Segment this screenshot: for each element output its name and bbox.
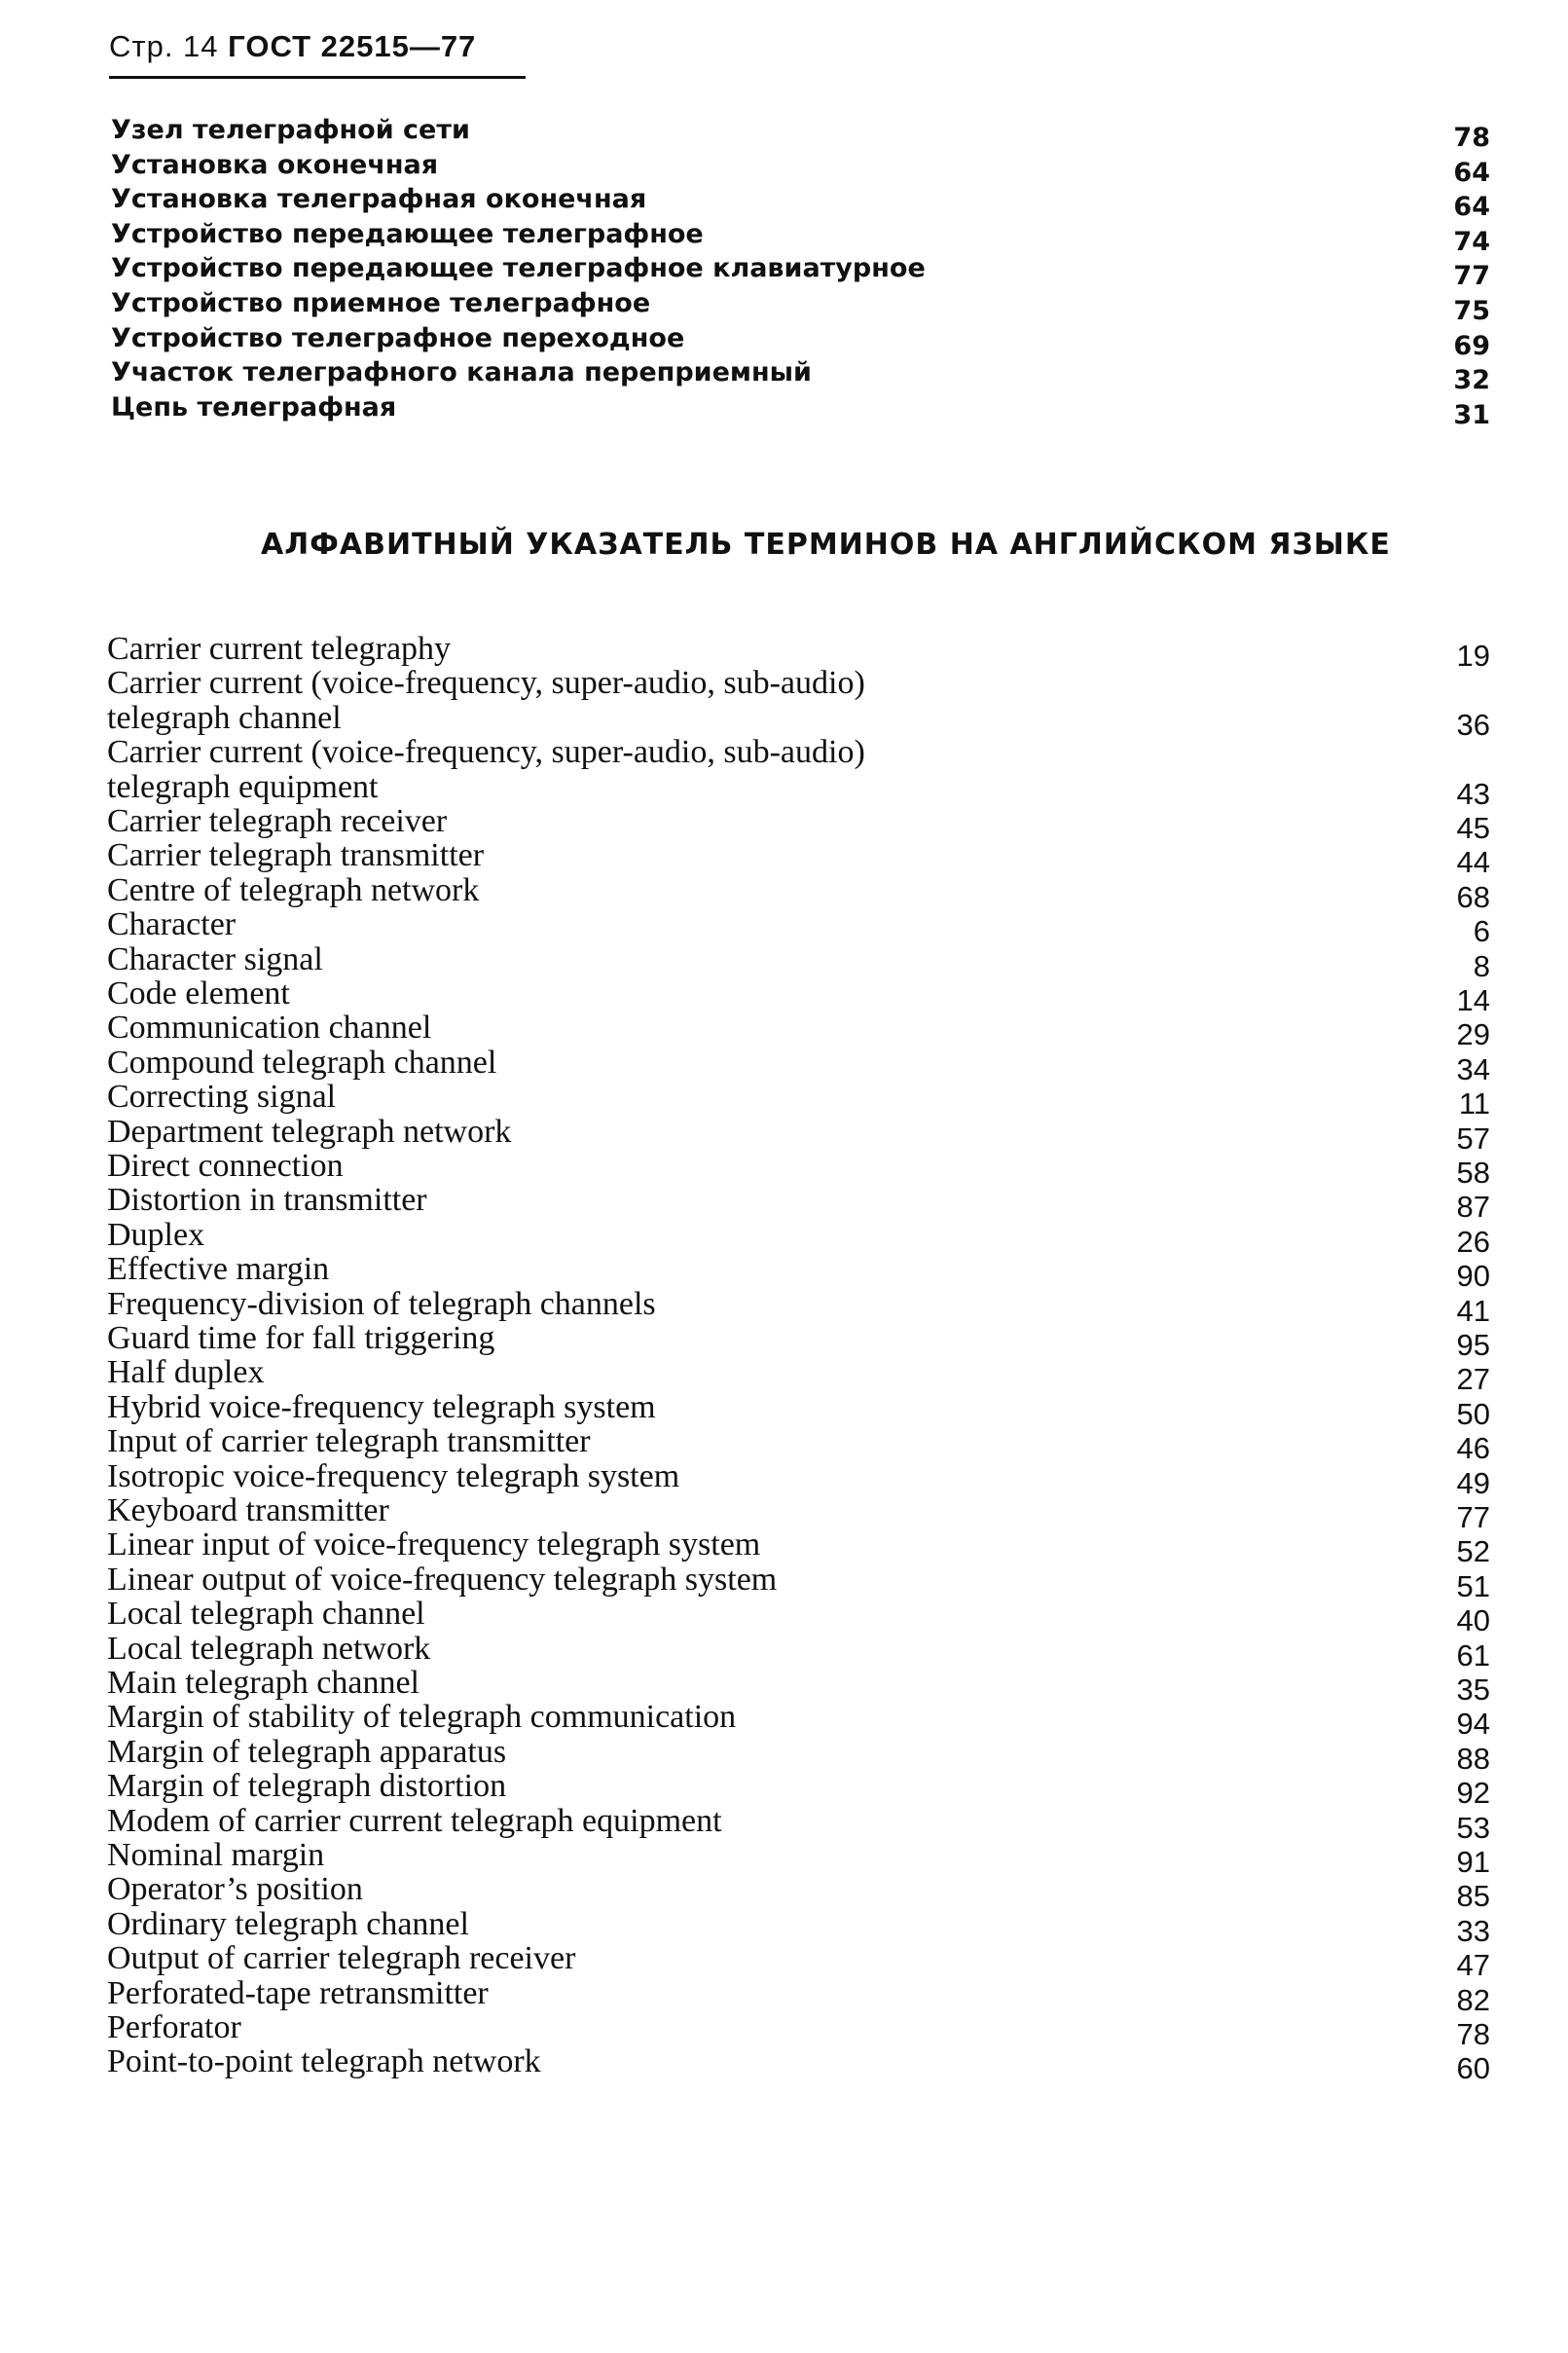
index-entry (0, 940, 1568, 983)
index-page-number: 78 (1453, 123, 1490, 153)
index-page-number: 49 (1456, 1465, 1490, 1500)
index-term: Frequency-division of telegraph channels (107, 1285, 656, 1322)
index-term: Устройство приемное телеграфное (111, 288, 651, 318)
index-term: Margin of stability of telegraph communication (107, 1699, 737, 1736)
index-term: Установка оконечная (111, 149, 439, 180)
index-term: telegraph equipment (107, 768, 379, 805)
index-page-number: 77 (1456, 1500, 1490, 1534)
index-entry (0, 1768, 1568, 1811)
index-term: Устройство телеграфное переходное (111, 322, 685, 353)
index-page-number: 91 (1456, 1845, 1490, 1879)
index-entry (0, 871, 1568, 914)
index-term: Department telegraph network (107, 1113, 512, 1150)
index-term: Code element (107, 975, 290, 1011)
index-entry (0, 975, 1568, 1017)
index-page-number: 29 (1456, 1017, 1490, 1052)
index-page-number: 87 (1456, 1190, 1490, 1225)
index-entry (0, 837, 1568, 880)
index-term: Operator’s position (107, 1871, 363, 1908)
index-term: Margin of telegraph distortion (107, 1768, 507, 1805)
index-term: Input of carrier telegraph transmitter (107, 1423, 591, 1460)
index-entry (0, 1457, 1568, 1500)
index-entry (0, 1871, 1568, 1914)
index-entry (0, 1561, 1568, 1603)
index-page-number: 35 (1456, 1673, 1490, 1707)
index-page-number: 78 (1456, 2017, 1490, 2051)
index-term: Цепь телеграфная (111, 391, 397, 423)
index-term: Compound telegraph channel (107, 1044, 497, 1081)
index-term: Linear output of voice-frequency telegraph system (107, 1561, 778, 1598)
index-term: Duplex (107, 1216, 205, 1253)
index-term: Main telegraph channel (107, 1665, 419, 1701)
index-page-number: 82 (1456, 1982, 1490, 2017)
index-term: Carrier current telegraphy (107, 631, 452, 667)
index-entry (0, 699, 1568, 742)
index-page-number: 58 (1456, 1156, 1490, 1190)
index-term: Carrier telegraph receiver (107, 803, 448, 839)
index-term: Local telegraph channel (107, 1596, 425, 1633)
index-entry (0, 1388, 1568, 1431)
index-page-number: 47 (1456, 1948, 1490, 1983)
page-label: Стр. 14 (109, 29, 219, 63)
index-term: Margin of telegraph apparatus (107, 1733, 507, 1770)
index-term: Установка телеграфная оконечная (111, 184, 647, 215)
index-entry (0, 184, 1568, 223)
index-entry (0, 906, 1568, 949)
index-page-number: 11 (1458, 1086, 1490, 1121)
index-entry (0, 803, 1568, 845)
index-entry (0, 1044, 1568, 1086)
index-term: Carrier current (voice-frequency, super-audio, sub-audio) (107, 665, 865, 702)
index-term: Hybrid voice-frequency telegraph system (107, 1388, 656, 1425)
index-page-number: 61 (1456, 1637, 1490, 1673)
index-entry (0, 631, 1568, 673)
index-entry (0, 1182, 1568, 1225)
index-page-number: 51 (1456, 1568, 1490, 1603)
index-page-number: 90 (1456, 1259, 1490, 1294)
index-page-number: 43 (1456, 776, 1490, 811)
index-entry (0, 1630, 1568, 1673)
index-entry (0, 1010, 1568, 1052)
index-entry (0, 1526, 1568, 1569)
index-term: telegraph channel (107, 699, 342, 736)
index-term: Modem of carrier current telegraph equipment (107, 1802, 722, 1839)
index-term: Effective margin (107, 1251, 330, 1288)
index-page-number: 19 (1456, 639, 1490, 673)
index-entry (0, 1079, 1568, 1121)
index-page-number: 60 (1456, 2051, 1490, 2086)
index-term: Устройство передающее телеграфное (111, 218, 704, 249)
index-term: Guard time for fall triggering (107, 1320, 495, 1356)
index-page-number: 31 (1453, 399, 1490, 430)
index-page-number: 92 (1456, 1776, 1490, 1811)
index-page-number: 27 (1456, 1362, 1490, 1397)
index-entry (0, 115, 1568, 153)
index-term: Output of carrier telegraph receiver (107, 1940, 576, 1977)
index-page-number: 26 (1456, 1224, 1490, 1259)
index-entry (0, 1216, 1568, 1259)
index-term: Nominal margin (107, 1837, 325, 1873)
index-page-number: 75 (1453, 296, 1490, 326)
index-page-number: 40 (1456, 1603, 1490, 1638)
index-page-number: 95 (1456, 1328, 1490, 1362)
index-entry (0, 1113, 1568, 1156)
index-page-number: 32 (1453, 365, 1490, 396)
index-page-number: 14 (1456, 983, 1490, 1017)
index-entry (0, 149, 1568, 188)
index-entry (0, 768, 1568, 811)
index-page-number: 74 (1453, 226, 1490, 257)
index-term: Устройство передающее телеграфное клавиатурное (111, 253, 926, 284)
index-page-number: 46 (1456, 1431, 1490, 1466)
index-entry (0, 218, 1568, 257)
index-entry (0, 1285, 1568, 1328)
index-term: Character (107, 906, 237, 943)
index-page-number: 6 (1473, 914, 1490, 949)
index-entry (0, 1837, 1568, 1879)
section-title: АЛФАВИТНЫЙ УКАЗАТЕЛЬ ТЕРМИНОВ НА АНГЛИЙСКОМ ЯЗЫКЕ (261, 528, 1391, 562)
index-term: Linear input of voice-frequency telegraph system (107, 1526, 761, 1563)
index-entry (0, 1596, 1568, 1638)
index-entry (0, 734, 1568, 769)
index-entry (0, 1802, 1568, 1845)
index-entry (0, 1665, 1568, 1707)
index-entry (0, 665, 1568, 700)
header-rule (109, 76, 526, 79)
index-page-number: 94 (1456, 1707, 1490, 1742)
index-term: Local telegraph network (107, 1630, 431, 1667)
index-page-number: 64 (1453, 157, 1490, 188)
index-entry (0, 1354, 1568, 1397)
index-entry (0, 1423, 1568, 1466)
index-entry (0, 2043, 1568, 2086)
index-entry (0, 322, 1568, 361)
index-page-number: 77 (1453, 261, 1490, 292)
index-term: Half duplex (107, 1354, 265, 1391)
standard-number: ГОСТ 22515—77 (228, 29, 477, 63)
index-page-number: 68 (1456, 879, 1490, 914)
index-entry (0, 391, 1568, 430)
index-term: Communication channel (107, 1010, 432, 1047)
index-page-number: 52 (1456, 1534, 1490, 1569)
index-term: Carrier current (voice-frequency, super-audio, sub-audio) (107, 734, 865, 771)
index-term: Centre of telegraph network (107, 871, 480, 908)
index-page-number: 41 (1456, 1293, 1490, 1328)
index-entry (0, 1905, 1568, 1948)
index-term: Distortion in transmitter (107, 1182, 427, 1219)
index-term: Character signal (107, 940, 323, 977)
index-term: Correcting signal (107, 1079, 337, 1116)
index-page-number: 64 (1453, 192, 1490, 223)
index-entry (0, 288, 1568, 326)
index-term: Carrier telegraph transmitter (107, 837, 485, 874)
index-page-number: 44 (1456, 845, 1490, 880)
index-term: Perforator (107, 2009, 241, 2045)
index-entry (0, 357, 1568, 396)
index-page-number: 85 (1456, 1879, 1490, 1914)
index-entry (0, 1148, 1568, 1190)
index-term: Direct connection (107, 1148, 344, 1184)
index-term: Keyboard transmitter (107, 1492, 389, 1528)
index-entry (0, 1251, 1568, 1294)
index-entry (0, 1733, 1568, 1776)
index-page-number: 50 (1456, 1396, 1490, 1431)
index-term: Isotropic voice-frequency telegraph system (107, 1457, 680, 1494)
index-term: Узел телеграфной сети (111, 115, 470, 145)
index-entry (0, 1940, 1568, 1983)
index-entry (0, 1699, 1568, 1742)
index-entry (0, 1492, 1568, 1534)
index-page-number: 8 (1473, 948, 1490, 983)
index-page-number: 69 (1453, 330, 1490, 361)
index-entry (0, 253, 1568, 292)
page-header (109, 29, 476, 64)
index-entry (0, 2009, 1568, 2051)
index-entry (0, 1974, 1568, 2017)
index-page-number: 33 (1456, 1913, 1490, 1948)
index-page-number: 34 (1456, 1051, 1490, 1086)
index-entry (0, 1320, 1568, 1362)
index-term: Perforated-tape retransmitter (107, 1974, 489, 2011)
index-page-number: 36 (1456, 707, 1490, 742)
index-page-number: 45 (1456, 811, 1490, 845)
index-term: Point-to-point telegraph network (107, 2043, 541, 2080)
index-term: Ordinary telegraph channel (107, 1905, 469, 1942)
index-term: Участок телеграфного канала переприемный (111, 357, 812, 388)
index-page-number: 53 (1456, 1810, 1490, 1845)
index-page-number: 88 (1456, 1741, 1490, 1776)
index-page-number: 57 (1456, 1121, 1490, 1156)
